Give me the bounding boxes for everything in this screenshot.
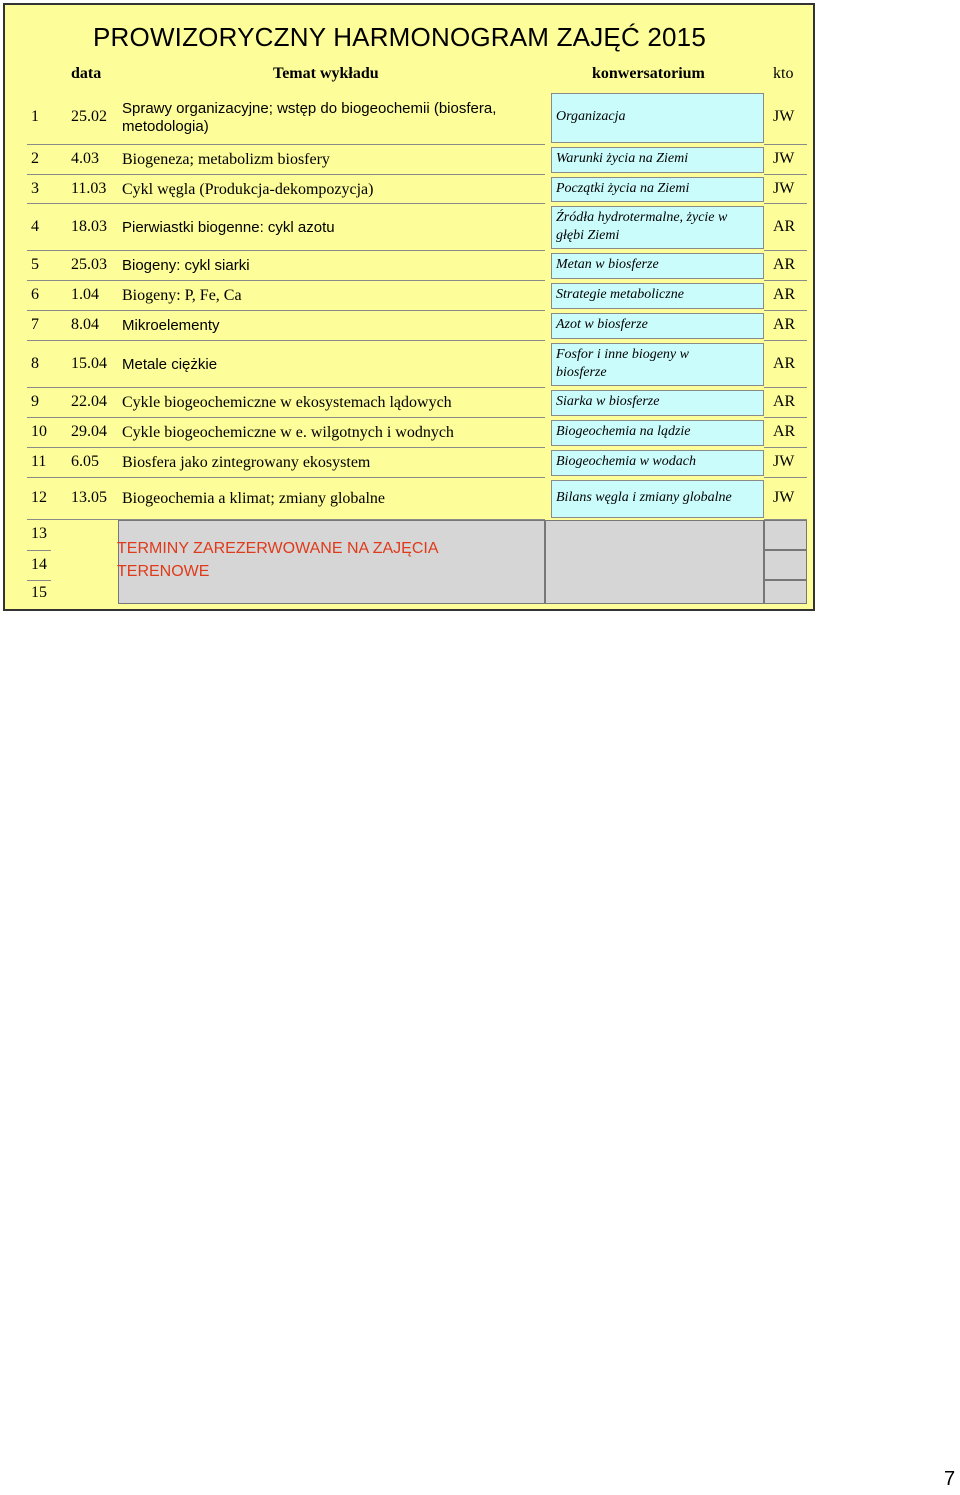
header-seminar: konwersatorium xyxy=(592,65,705,82)
row-divider xyxy=(764,174,807,175)
row-divider xyxy=(764,447,807,448)
row-who: AR xyxy=(773,423,796,440)
seminar-text: głębi Ziemi xyxy=(556,227,620,243)
seminar-text: Biogeochemia na lądzie xyxy=(556,424,691,439)
row-divider xyxy=(27,203,545,204)
row-date: 11.03 xyxy=(71,179,107,197)
row-divider xyxy=(27,310,545,311)
topic-text: Metale ciężkie xyxy=(122,355,218,373)
topic-text: Mikroelementy xyxy=(122,317,220,334)
row-number: 5 xyxy=(31,256,39,273)
reserved-divider xyxy=(27,580,51,581)
row-who: AR xyxy=(773,217,796,235)
row-divider xyxy=(27,280,545,281)
reserved-who-box-1 xyxy=(764,520,807,550)
seminar-text: Azot w biosferze xyxy=(556,317,648,332)
reserved-num: 15 xyxy=(31,584,47,601)
row-divider xyxy=(764,477,807,478)
row-divider xyxy=(27,477,545,478)
schedule-sheet xyxy=(3,3,815,611)
seminar-text: Bilans węgla i zmiany globalne xyxy=(556,490,732,505)
reserved-divider xyxy=(27,550,51,551)
row-date: 13.05 xyxy=(71,489,107,506)
row-number: 1 xyxy=(31,108,39,125)
page-number: 7 xyxy=(944,1468,956,1490)
row-divider xyxy=(764,310,807,311)
seminar-text: Biogeochemia w wodach xyxy=(556,454,696,469)
row-divider xyxy=(764,387,807,388)
row-divider xyxy=(27,387,545,388)
row-date: 22.04 xyxy=(71,393,107,410)
seminar-text: Metan w biosferze xyxy=(556,257,659,272)
reserved-label: TERMINY ZAREZERWOWANE NA ZAJĘCIA xyxy=(117,540,439,557)
reserved-num: 14 xyxy=(31,556,47,573)
row-number: 7 xyxy=(31,316,39,333)
row-number: 11 xyxy=(31,453,47,470)
topic-text: Cykle biogeochemiczne w ekosystemach lądowych xyxy=(122,394,452,411)
seminar-text: Strategie metaboliczne xyxy=(556,287,684,302)
row-divider xyxy=(27,144,545,145)
seminar-text: Początki życia na Ziemi xyxy=(556,180,690,196)
row-date: 25.02 xyxy=(71,108,107,125)
row-who: AR xyxy=(773,316,796,333)
row-divider xyxy=(764,417,807,418)
row-who: JW xyxy=(773,108,795,125)
topic-text: Biosfera jako zintegrowany ekosystem xyxy=(122,454,371,471)
row-who: AR xyxy=(773,354,796,372)
row-divider xyxy=(27,447,545,448)
reserved-who-box-3 xyxy=(764,580,807,604)
reserved-num: 13 xyxy=(31,525,47,542)
reserved-topic-box xyxy=(118,520,545,604)
row-date: 4.03 xyxy=(71,150,99,167)
seminar-text: Organizacja xyxy=(556,109,626,124)
seminar-text: Siarka w biosferze xyxy=(556,394,660,409)
topic-text: Cykl węgla (Produkcja-dekompozycja) xyxy=(122,180,374,198)
row-date: 18.03 xyxy=(71,217,107,235)
row-date: 15.04 xyxy=(71,354,107,372)
seminar-text: biosferze xyxy=(556,364,607,380)
topic-text: Biogeny: P, Fe, Ca xyxy=(122,287,242,304)
row-divider xyxy=(764,250,807,251)
seminar-text: Fosfor i inne biogeny w xyxy=(556,346,689,362)
topic-text: Sprawy organizacyjne; wstęp do biogeochemii (biosfera, xyxy=(122,100,497,117)
reserved-who-box-2 xyxy=(764,550,807,580)
row-divider xyxy=(27,250,545,251)
row-date: 8.04 xyxy=(71,316,99,333)
header-who: kto xyxy=(773,65,794,82)
seminar-text: Warunki życia na Ziemi xyxy=(556,151,689,166)
row-who: AR xyxy=(773,256,796,273)
header-date: data xyxy=(71,65,102,82)
row-who: AR xyxy=(773,393,796,410)
page-title: PROWIZORYCZNY HARMONOGRAM ZAJĘĆ 2015 xyxy=(93,22,706,52)
row-who: JW xyxy=(773,489,795,506)
row-number: 10 xyxy=(31,423,47,440)
row-who: JW xyxy=(773,150,795,167)
row-number: 8 xyxy=(31,354,39,372)
row-divider xyxy=(27,417,545,418)
header-topic: Temat wykładu xyxy=(273,65,379,82)
row-divider xyxy=(27,340,545,341)
row-who: JW xyxy=(773,453,795,470)
row-date: 1.04 xyxy=(71,286,99,303)
row-number: 4 xyxy=(31,217,39,235)
topic-text: Biogeny: cykl siarki xyxy=(122,257,250,274)
row-divider xyxy=(764,340,807,341)
row-number: 12 xyxy=(31,489,47,506)
topic-text: Cykle biogeochemiczne w e. wilgotnych i wodnych xyxy=(122,424,454,441)
row-number: 9 xyxy=(31,393,39,410)
row-divider xyxy=(764,203,807,204)
row-divider xyxy=(764,144,807,145)
reserved-label: TERENOWE xyxy=(117,563,210,580)
row-divider xyxy=(27,174,545,175)
row-who: AR xyxy=(773,286,796,303)
reserved-seminar-box xyxy=(545,520,764,604)
row-number: 2 xyxy=(31,150,39,167)
topic-text: Biogeneza; metabolizm biosfery xyxy=(122,151,330,168)
row-date: 6.05 xyxy=(71,453,99,470)
row-number: 6 xyxy=(31,286,39,303)
row-date: 29.04 xyxy=(71,423,107,440)
row-date: 25.03 xyxy=(71,256,107,273)
seminar-text: Źródła hydrotermalne, życie w xyxy=(556,209,728,225)
topic-text: metodologia) xyxy=(122,118,209,135)
row-divider xyxy=(764,280,807,281)
topic-text: Biogeochemia a klimat; zmiany globalne xyxy=(122,490,386,507)
row-number: 3 xyxy=(31,179,39,197)
row-who: JW xyxy=(773,179,795,197)
topic-text: Pierwiastki biogenne: cykl azotu xyxy=(122,218,335,236)
